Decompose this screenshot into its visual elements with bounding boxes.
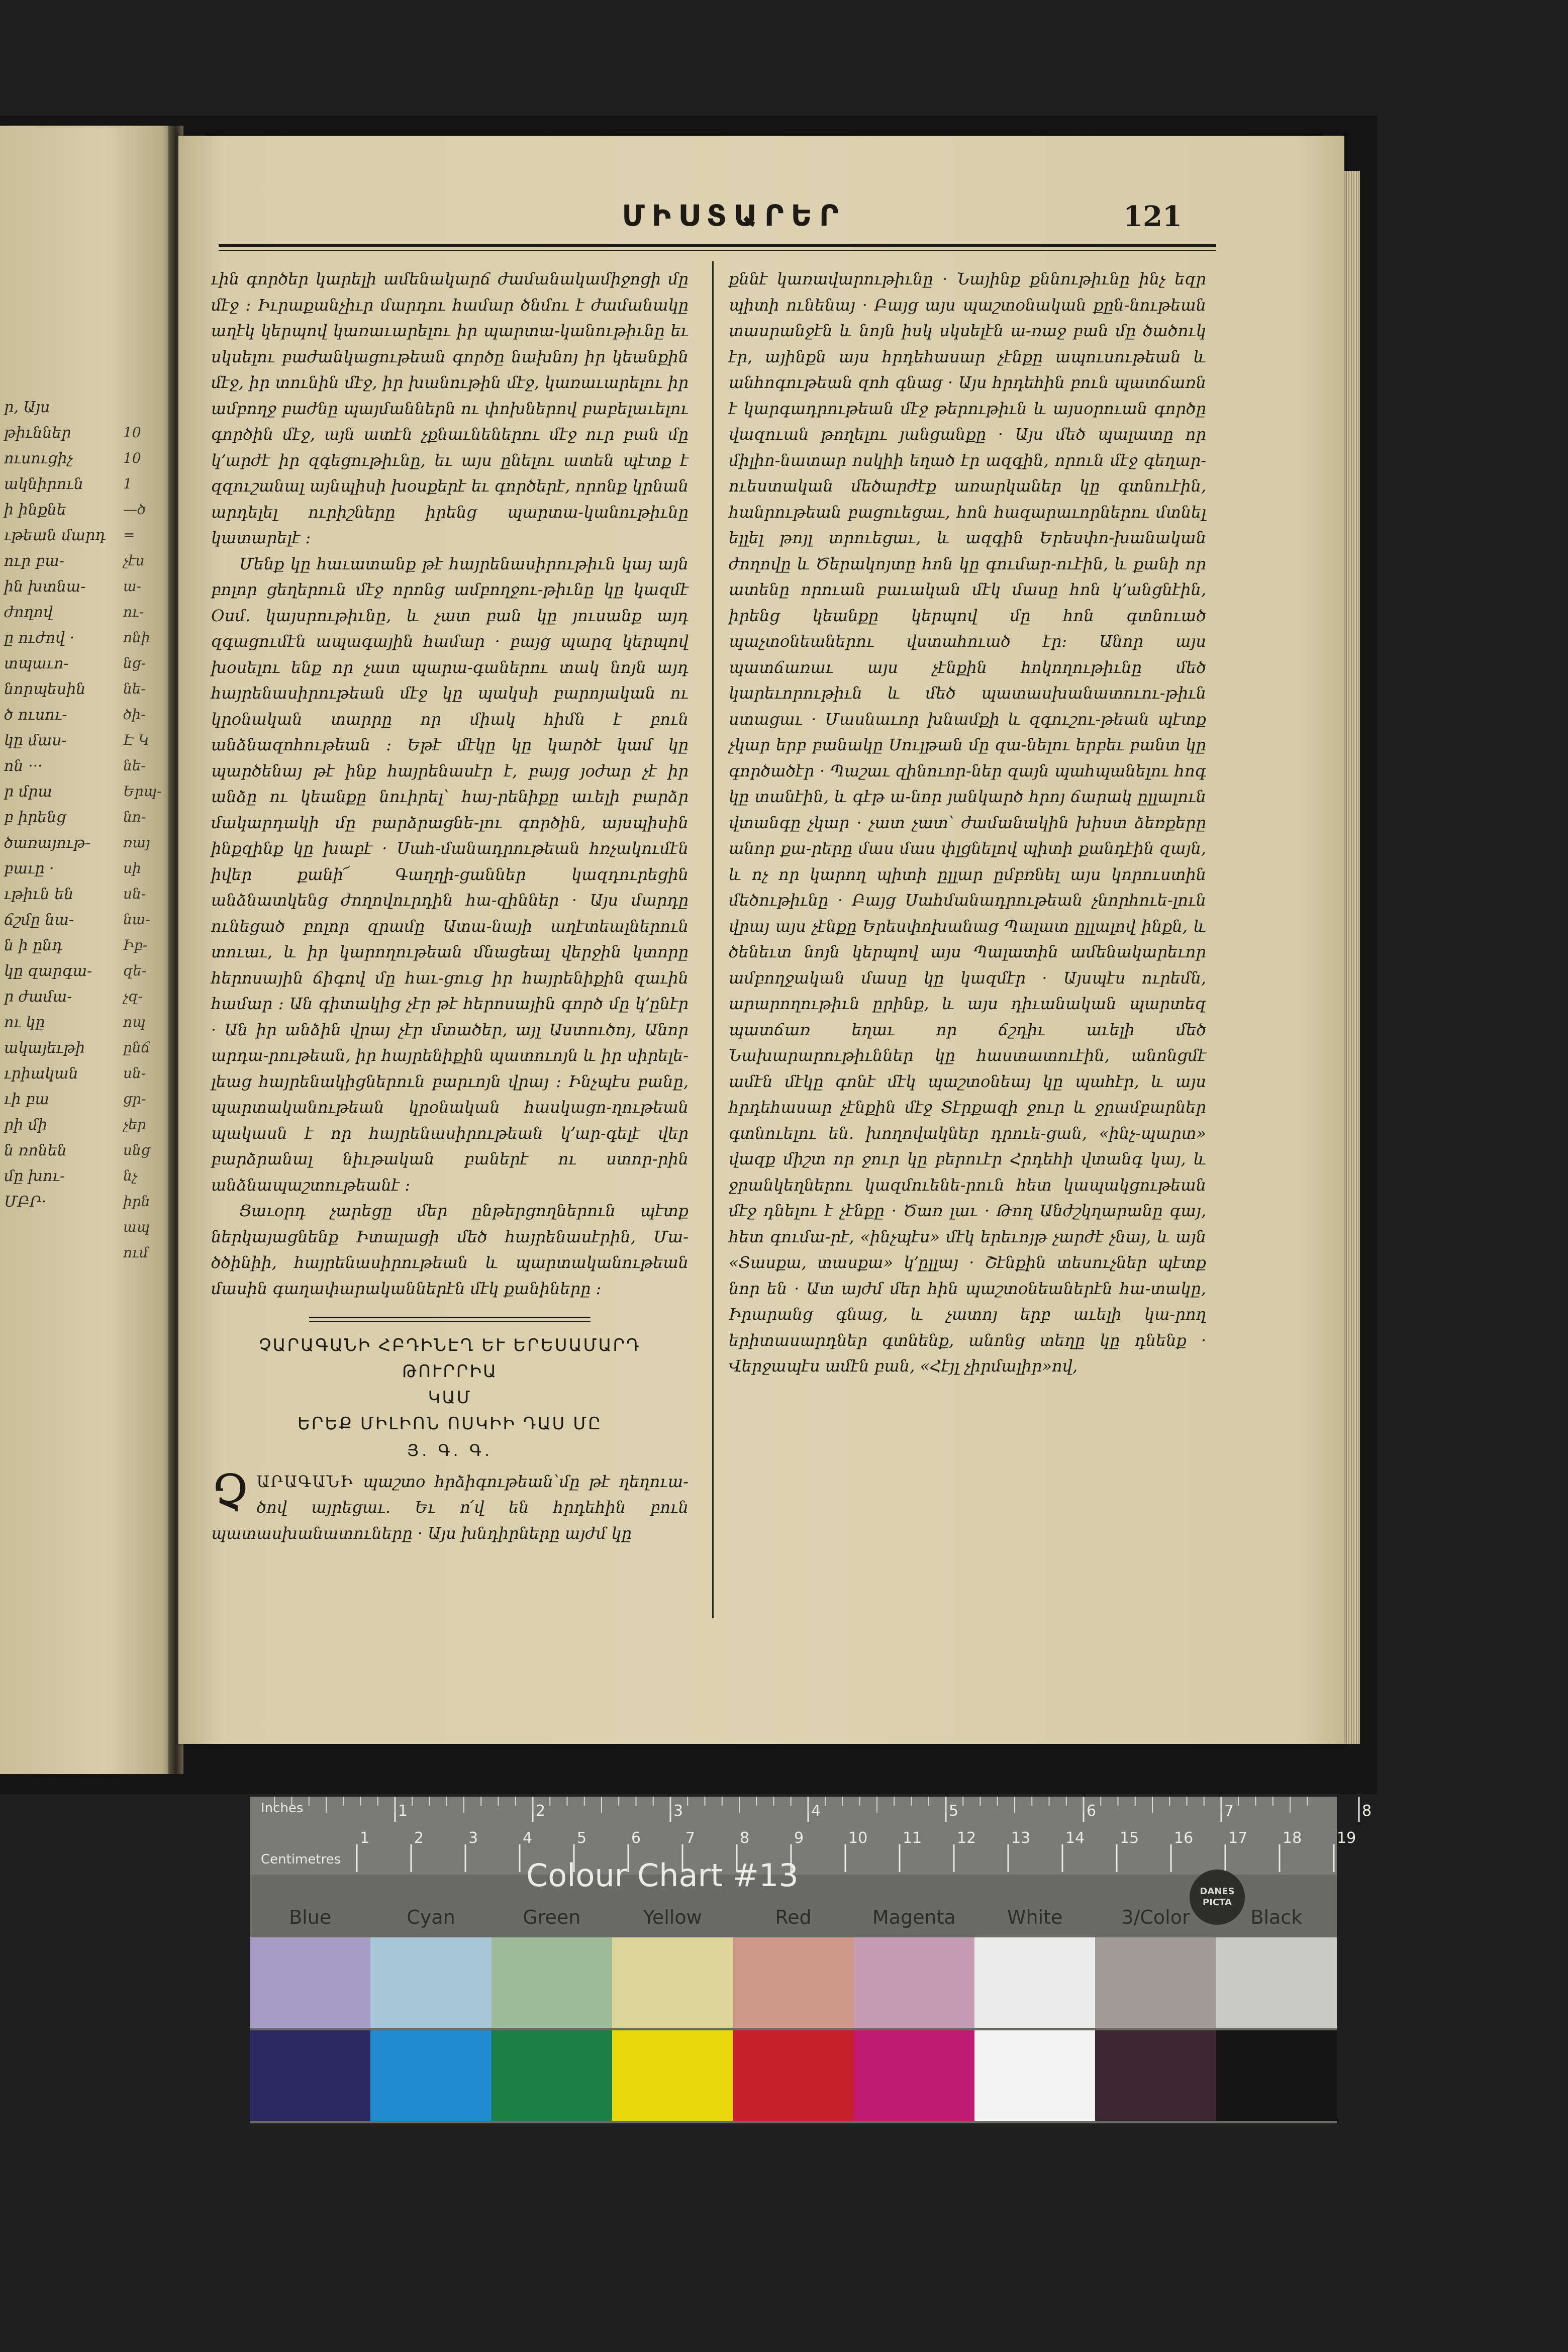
header-rule-thin (219, 250, 1216, 251)
margin-note: ծի- (123, 706, 146, 723)
margin-note: սի (123, 860, 141, 876)
left-page-line: ւրիական (4, 1065, 78, 1083)
inch-tick-label: 8 (1362, 1802, 1372, 1820)
right-column (729, 266, 1206, 1380)
left-page-line: ճշմը նա- (4, 911, 74, 929)
swatch-dark (370, 2030, 491, 2121)
margin-note: 10 (123, 450, 141, 466)
logo-line: DANES (1200, 1886, 1235, 1897)
swatch-light (733, 1937, 853, 2028)
heading-line: ԵՐԵՔ ՄԻԼԻՈՆ ՈՍԿԻԻ ԴԱՍ ՄԸ (297, 1414, 602, 1434)
left-page (0, 126, 176, 1774)
left-page-line: ՄԲՐ· (4, 1193, 47, 1211)
margin-note: նե- (123, 680, 146, 697)
swatch-row-dark (250, 2030, 1337, 2121)
left-page-line: ու կը (4, 1014, 45, 1031)
left-page-line: ծ ուսու- (4, 706, 67, 724)
left-page-line: ւի բա (4, 1091, 50, 1108)
left-page-line: կը մաս- (4, 732, 67, 749)
margin-note: նչ (123, 1167, 138, 1184)
margin-note: ապ (123, 1219, 150, 1235)
paragraph: քննէ կառավարութիւնը · Նայինք քննութիւնը ինչ եզր պիտի ունենայ · Բայց այս պաշտօնական քըն-նութեան տասրանջէն և նոյն իսկ սկսելէն ա-ռաջ բան մը ծածուկ էր, այինքն այս հրդեհասար չէնքը ապուսութեան և անհոգութեան զոհ գնաց · Այս հրդեհին բուն պատճառն է կարգադրութեան մէջ թերութիւն և այսօրուան գործը վազուան թողելու յանցանքը · Այս մեծ պալատը որ միլիո-նատար ոսկիի եղած էր ազգին, որուն մէջ գեղար-ուեստական մեծարժէք առարկաներ կը գտնուէին, հանրութեան բացուեցաւ, հոն հազարաւորներու մտնել ելլել թոյլ տրուեցաւ, և ազգին Երեսփո-խանական ժողովը և Ծերակոյտը հոն կը գումար-ուէին, և քանի որ ատենը որուան բաւական մէկ մասը հոն կ՚անցնէին, իրենց կեանքը կերպով մը հոն գտնուած պաչտօնեաներու վստահուած էր։ Անոր այս պատճառաւ այս չէնքին հոկողութիւնը մեծ կարեւորութիւն և մեծ պատասխանատուու-թիւն ստացաւ · Մասնաւոր խնամքի և զգուշու-թեան պէտք չկար երբ բանակը Սուլթան մը զա-նելու երբեւ բանտ կը գործածէր · Պաշաւ զինուոր-ներ զայն պահպանելու հոգ կը տանէին, և գէթ ա-նոր յանկարծ հրոյ ճարակ ըլլալուն վտանգը չկար · չատ չատ՝ ժամանակին խիստ ձեռքերը անոր քա-րերը մաս մաս փլցնելով պիտի քանդէին զայն, և ոչ որ կարող պիտի ըլլար ըմբռնել այս կորուստին մեծութիւնը · Բայց Սահմանադրութեան չնորհուե-լուն վրայ այս չէնքը Երեսփոխանաց Պալատ ըլլալով ինքն, և ծենեւտ նոյն կերպով այս Պալատին ամենակարեւոր ամբողջական մասը կը կազմէր · Այսպէս ուրեմն, արարողութիւն ըրինք, և այս դիւանական պարտեզ պատճառ եղաւ որ ճշդիւ աւելի մեծ Նախարարութիւններ կը հաստատուէին, անոնցմէ ամէն մէկը գոնէ մէկ պաշտօնեայ կը պահէր, և այս հրդեհասար չէնքին մէջ Տէրքազի ջուր և ջրամբարներ գտնուելու են. խողովակներ դրուե-ցան, «ինչ-պարտ» վազք միշտ որ ջուր կը բերուէր Հրդեհի վտանգ կայ, և ջրանկեղներու կազմուենե-րուն հետ կապակցութեան մէջ դնելու է չէնքը · Ծառ լաւ · Թող Անժշկղարանը գայ, հետ գումա-րէ, «ինչպէս» մէկ երեւոյթ չարժէ չնայ, և այն «Տասքա, տասքա» կ՚ըլլայ · Շէնքին տեսուչներ պէտք նոր են · Ատ այժմ մեր հին պաշտօնեաներէն հա-տակը, Իրարանց գնաց, և չատոյ երբ աւելի կա-րող երիտասարդներ գտնենք, անոնց տեղը կը դնենք · Վերջապէս ամէն բան, «Հէյլ չիրմալիր»ով, (729, 269, 1206, 1376)
margin-note: 1 (123, 475, 132, 492)
margin-note: նե- (123, 757, 146, 774)
swatch-label: Yellow (643, 1906, 702, 1928)
margin-note: ընճ (123, 1039, 150, 1056)
heading-line: ՉԱՐԱԳԱՆԻ ՀԲԴԻՆԷՂ ԵՒ ԵՐԵՍԱՄԱՐԴ ԹՈՒՐՐԻԱ (259, 1335, 641, 1382)
drop-cap: Չ (211, 1464, 250, 1521)
left-page-line: տպաւո- (4, 655, 69, 672)
inch-tick-label: 4 (811, 1802, 821, 1820)
running-head: ՄԻՍՏԱՐԵՐ (622, 199, 846, 233)
swatch-light (1216, 1937, 1337, 2028)
left-page-line: ն ի ընդ (4, 937, 63, 954)
margin-note: 10 (123, 424, 141, 441)
inch-tick-label: 6 (1087, 1802, 1097, 1820)
opening-text: պաշտօ հրձիգութեան՝մը թէ ղեղուա-ծով այրեցաւ. Եւ ո՛վ են հրդեհին բուն պատասխանատուները · Այս խնդիրները այժմ կը (211, 1472, 689, 1543)
margin-note: Երպ- (123, 783, 162, 800)
swatch-dark (1216, 2030, 1337, 2121)
column-divider (712, 261, 714, 1618)
left-page-line: ուր բա- (4, 552, 64, 570)
cm-tick-label: 6 (631, 1829, 641, 1847)
left-page-line: ւթիւն են (4, 886, 74, 903)
inch-tick-label: 1 (398, 1802, 408, 1820)
margin-note: ոնի (123, 629, 150, 646)
inch-tick-label: 7 (1224, 1802, 1234, 1820)
inch-tick-label: 3 (673, 1802, 683, 1820)
swatch-light (974, 1937, 1095, 2028)
cm-tick-label: 1 (360, 1829, 370, 1847)
swatch-light (370, 1937, 491, 2028)
inch-tick-label: 5 (949, 1802, 959, 1820)
swatch-label: Red (775, 1906, 812, 1928)
swatch-label: 3/Color (1121, 1906, 1190, 1928)
swatch-dark (612, 2030, 733, 2121)
left-page-line: ր, Այս (4, 399, 50, 416)
margin-note: չզ- (123, 988, 143, 1005)
swatch-label: Cyan (407, 1906, 455, 1928)
cm-tick-label: 8 (740, 1829, 750, 1847)
swatch-dark (733, 2030, 853, 2121)
cm-tick-label: 4 (523, 1829, 533, 1847)
swatch-dark (492, 2030, 612, 2121)
left-page-line: ակնիրուն (4, 475, 83, 493)
left-page-line: թիւններ (4, 424, 71, 442)
margin-note: սն- (123, 1065, 146, 1082)
swatch-light (492, 1937, 612, 2028)
left-page-line: ակայեւթի (4, 1039, 85, 1057)
logo-line: PICTA (1203, 1897, 1232, 1908)
margin-note: իրն (123, 1193, 150, 1210)
swatch-light (612, 1937, 733, 2028)
cm-tick-label: 11 (903, 1829, 922, 1847)
margin-note: —ծ (123, 501, 146, 518)
cm-tick-label: 12 (957, 1829, 976, 1847)
margin-note: = (123, 527, 135, 543)
left-page-line: ը ուժով · (4, 629, 75, 647)
heading-line: ԿԱՄ (428, 1388, 472, 1408)
margin-note: սն- (123, 886, 146, 902)
swatch-row-light (250, 1937, 1337, 2028)
margin-note: զե- (123, 962, 147, 979)
article-opening (211, 1464, 689, 1547)
margin-note: ու- (123, 604, 144, 620)
left-page-line: բ իրենց (4, 809, 66, 826)
margin-note: նց- (123, 655, 146, 671)
margin-note: Է Կ (123, 732, 150, 748)
left-page-line: նորպեսին (4, 680, 86, 698)
left-page-line: ի ինքնե (4, 501, 66, 519)
swatch-label: Blue (289, 1906, 332, 1928)
paragraph: Ցաւօրդ չարեցը մեր ընթերցողներուն պէտք ներկայացնենք Իտալացի մեծ հայրենասէրին, Մա-ծծինիի, հայրենասիրութեան և պարտականութեան մասին գաղափարականներէն մէկ քանիները ։ (211, 1201, 689, 1298)
left-page-line: ւթեան մարդ (4, 527, 106, 544)
cm-tick-label: 9 (794, 1829, 804, 1847)
margin-note: ցր- (123, 1091, 146, 1107)
swatch-label: Green (523, 1906, 581, 1928)
margin-note: Իբ- (123, 937, 148, 953)
left-page-line: կը զարգա- (4, 962, 92, 980)
left-page-line: ին խտնա- (4, 578, 86, 596)
swatch-label: Black (1250, 1906, 1303, 1928)
swatch-dark (974, 2030, 1095, 2121)
margin-note: չեր (123, 1116, 146, 1133)
cm-tick-label: 5 (577, 1829, 587, 1847)
margin-note: ոպ (123, 1014, 146, 1030)
header-rule (219, 244, 1216, 247)
swatch-label: White (1007, 1906, 1063, 1928)
swatch-light (1095, 1937, 1216, 2028)
centimetres-label: Centimetres (261, 1852, 341, 1867)
cm-tick-label: 2 (414, 1829, 424, 1847)
cm-tick-label: 18 (1283, 1829, 1302, 1847)
left-page-line: բաւը · (4, 860, 54, 877)
article-heading (211, 1332, 689, 1437)
swatch-light (250, 1937, 370, 2028)
section-rule (309, 1317, 591, 1318)
margin-note: ա- (123, 578, 142, 595)
page-number: 121 (1123, 200, 1182, 233)
chart-title: Colour Chart #13 (526, 1857, 799, 1894)
cm-tick-label: 17 (1228, 1829, 1248, 1847)
cm-tick-label: 14 (1065, 1829, 1085, 1847)
paragraph: ւին գործեր կարելի ամենակարճ ժամանակամիջոցի մը մէջ ։ Իւրաքանչիւր մարդու համար ծնմու է ժամանակը աղէկ կերպով կառաւարելու իր պարտա-կանութիւնը եւ սկսելու բաժանկացութեան գործը նախնոյ իր կեանքին մէջ, իր տունին մէջ, իր խանութին մէջ, կառաւարելու իր ամբողջ բաժնը պայմաններն ու փոխներով բաբելաւելու գործին մէջ, այն ատէն չքնաւնեներու մէջ ուր բան մը կ՚արժէ իր զգեցութիւնը, եւ այս ընելու ատեն պէտք է զզուշանալ այնպիսի խօսքերէ եւ գործերէ, որոնք կրնան արդելել ուրիշները իրենց պարտա-կանութիւնը կատարելէ ։ (211, 269, 689, 547)
margin-note: սնց (123, 1142, 150, 1158)
margin-note: չէս (123, 552, 145, 569)
margin-note: նո- (123, 809, 146, 825)
left-page-line: ն ռոնեն (4, 1142, 67, 1159)
swatch-label: Magenta (872, 1906, 956, 1928)
colour-chart (250, 1797, 1372, 2123)
cm-tick-label: 7 (685, 1829, 696, 1847)
cm-tick-label: 3 (468, 1829, 478, 1847)
margin-note: ռայ (123, 834, 150, 851)
cm-tick-label: 16 (1174, 1829, 1194, 1847)
left-page-line: ր ժամա- (4, 988, 72, 1006)
inch-tick-label: 2 (536, 1802, 546, 1820)
inches-label: Inches (261, 1801, 304, 1816)
cm-tick-label: 13 (1011, 1829, 1031, 1847)
swatch-light (854, 1937, 974, 2028)
left-column (211, 266, 689, 1546)
left-page-line: ծառայութ- (4, 834, 91, 852)
left-page-line: ոն ··· (4, 757, 43, 775)
left-page-line: ժողով (4, 604, 53, 621)
margin-note: նա- (123, 911, 150, 928)
swatch-dark (854, 2030, 974, 2121)
cm-tick-label: 19 (1337, 1829, 1356, 1847)
left-page-line: ուսուցիչ (4, 450, 73, 467)
cm-tick-label: 10 (848, 1829, 868, 1847)
swatch-dark (250, 2030, 370, 2121)
cm-tick-label: 15 (1120, 1829, 1139, 1847)
left-page-line: ր մրա (4, 783, 52, 801)
article-author: Յ. Գ. Գ. (407, 1441, 493, 1460)
left-page-line: մը խու- (4, 1167, 65, 1185)
paragraph: Մենք կը հաւատանք թէ հայրենասիրութիւն կայ այն բոլոր ցեղերուն մէջ որոնց ամբողջու-թիւնը կը կազմէ Օսմ. կայսրութիւնը, և չատ բան կը յուսանք այդ զգացումէն ապագային համար · բայց պարզ կերպով խօսելու ենք որ չատ պարա-գաներու տակ նոյն այդ հայրենասիրութեան մէջ կը պակսի բարոյական ու կրօնական տարրը որ միակ հիմն է բուն անձնազոհութեան ։ Եթէ մէկը կը կարծէ կամ կը պարծենայ թէ ինք հայրենասէր է, բայց յօժար չէ իր անձը ու կեանքը նուիրել՝ հայ-րենիքը աւելի բարձր մակարդակի մը բարձրացնե-լու գործին, այսպիսին ինքզինք կը խաբէ · Սահ-մանադրութեան հռչակումէն իվեր քանի՜ Գաղղի-ցաններ կազդուրեցին անձնատկենց ժողովուրդին հա-զիններ · Այս մարդը ունեցած բոլոր զրամը Ատա-նայի աղէտեալներուն տուաւ, և իր կարողութեան մնացեալ վերջին կտորը հերոսային ճիգով մը հաւ-ցուց իր հայրենիքին զաւին համար ։ Ան գիտակից չէր թէ հերոսային գործ մը կ՚ընէր · Ան իր անձին վրայ չէր մտածեր, այլ Աստուծոյ, Անոր արդա-րութեան, իր հայրենիքին պատուոյն և իր սիրելե-լեաց հայրենակիցներուն բարւոյն վրայ ։ Ինչպէս բանը, պարտականութեան կրօնական հասկացո-ղութեան պակասն է որ հայրենասիրութեան կ՚ար-գելէ վեր բարձրանալ նիւթական բաներէ ու ստոր-րին անձնապաշտութեանէ ։ (211, 554, 689, 1195)
swatch-dark (1095, 2030, 1216, 2121)
margin-note: ում (123, 1244, 148, 1261)
left-page-line: րի մի (4, 1116, 48, 1134)
section-rule-thin (309, 1321, 591, 1322)
drop-cap-rest: ԱՐԱԳԱՆԻ (256, 1472, 354, 1491)
